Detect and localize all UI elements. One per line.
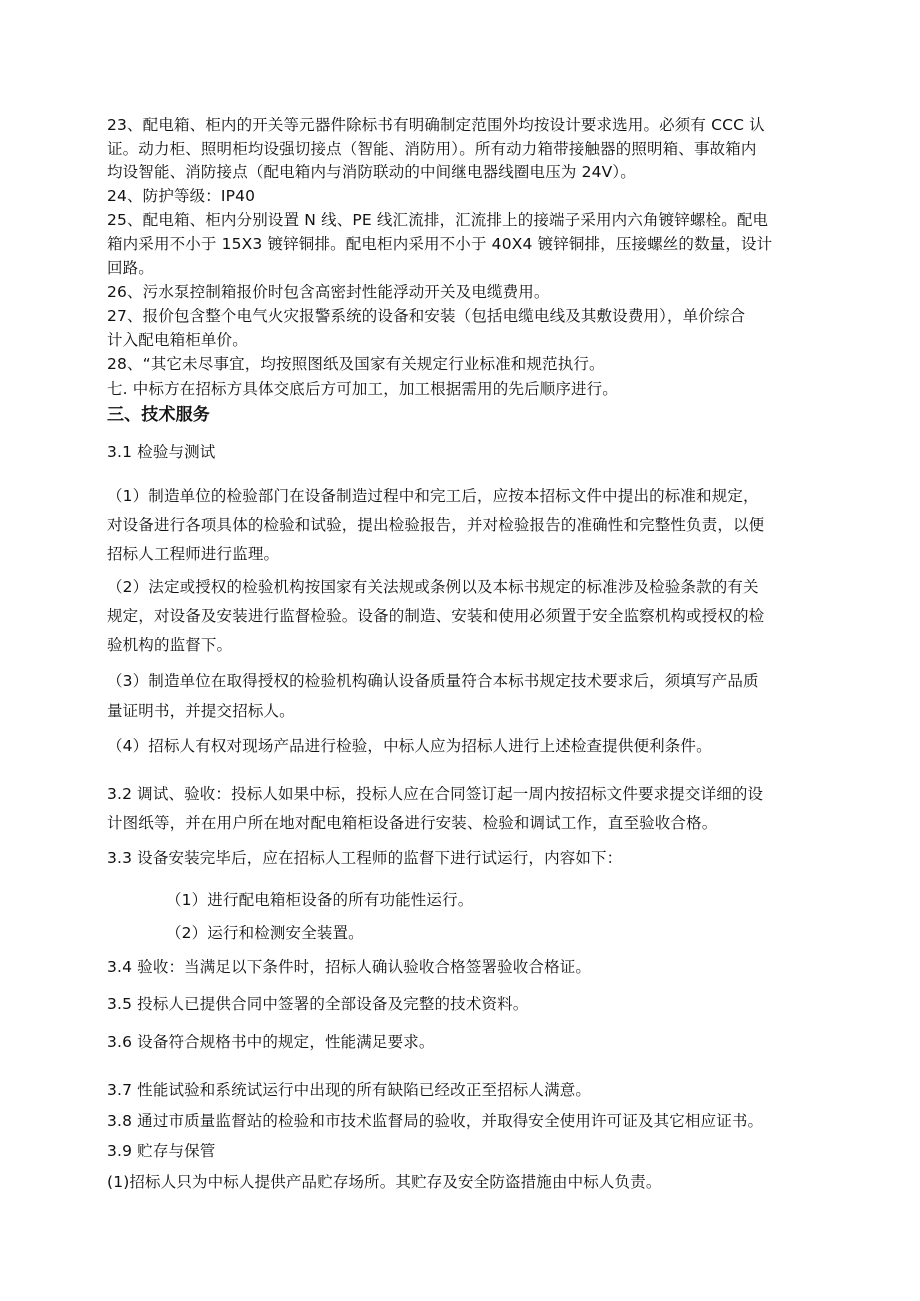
subsection-3-2-line-2: 计图纸等，并在用户所在地对配电箱柜设备进行安装、检验和调试工作，直至验收合格。 — [107, 814, 718, 832]
clause-25-line-1: 25、配电箱、柜内分别设置 N 线、PE 线汇流排，汇流排上的接端子采用内六角镀锌螺栓。配电 — [107, 211, 769, 229]
item-4: （4）招标人有权对现场产品进行检验，中标人应为招标人进行上述检查提供便利条件。 — [107, 737, 712, 755]
subsection-3-8: 3.8 通过市质量监督站的检验和市技术监督局的验收，并取得安全使用许可证及其它相应证书。 — [107, 1112, 764, 1130]
subsection-3-4: 3.4 验收：当满足以下条件时，招标人确认验收合格签署验收合格证。 — [107, 958, 592, 976]
item-2-line-3: 验机构的监督下。 — [107, 636, 233, 654]
item-1-line-1: （1）制造单位的检验部门在设备制造过程中和完工后，应按本招标文件中提出的标准和规定， — [107, 487, 759, 505]
subsection-3-2-line-1: 3.2 调试、验收：投标人如果中标，投标人应在合同签订起一周内按招标文件要求提交详细的设 — [107, 785, 764, 803]
item-3-line-1: （3）制造单位在取得授权的检验机构确认设备质量符合本标书规定技术要求后，须填写产品质 — [107, 672, 759, 690]
item-2-line-2: 规定，对设备及安装进行监督检验。设备的制造、安装和使用必须置于安全监察机构或授权的检 — [107, 607, 765, 625]
subsection-3-5: 3.5 投标人已提供合同中签署的全部设备及完整的技术资料。 — [107, 995, 529, 1013]
item-1-line-3: 招标人工程师进行监理。 — [107, 545, 280, 563]
clause-23-line-2: 证。动力柜、照明柜均设强切接点（智能、消防用）。所有动力箱带接触器的照明箱、事故箱内 — [107, 140, 757, 158]
clause-24: 24、防护等级：IP40 — [107, 187, 256, 205]
subsection-3-3-item-2: （2）运行和检测安全装置。 — [166, 924, 364, 942]
clause-7: 七. 中标方在招标方具体交底后方可加工，加工根据需用的先后顺序进行。 — [107, 380, 618, 398]
item-1-line-2: 对设备进行各项具体的检验和试验，提出检验报告，并对检验报告的准确性和完整性负责，以便 — [107, 516, 765, 534]
clause-28: 28、“其它未尽事宜，均按照图纸及国家有关规定行业标准和规范执行。 — [107, 355, 605, 373]
subsection-3-7: 3.7 性能试验和系统试运行中出现的所有缺陷已经改正至招标人满意。 — [107, 1081, 592, 1099]
subsection-3-6: 3.6 设备符合规格书中的规定，性能满足要求。 — [107, 1033, 435, 1051]
clause-23-line-1: 23、配电箱、柜内的开关等元器件除标书有明确制定范围外均按设计要求选用。必须有 CCC 认 — [107, 116, 765, 134]
subsection-3-3-item-1: （1）进行配电箱柜设备的所有功能性运行。 — [166, 891, 474, 909]
item-2-line-1: （2）法定或授权的检验机构按国家有关法规或条例以及本标书规定的标准涉及检验条款的有关 — [107, 578, 759, 596]
subsection-3-3: 3.3 设备安装完毕后，应在招标人工程师的监督下进行试运行，内容如下： — [107, 849, 623, 867]
item-3-line-2: 量证明书，并提交招标人。 — [107, 702, 295, 720]
clause-27-line-1: 27、报价包含整个电气火灾报警系统的设备和安装（包括电缆电线及其敷设费用），单价综合 — [107, 307, 746, 325]
section-heading-technical-service: 三、技术服务 — [107, 405, 210, 425]
clause-25-line-2: 箱内采用不小于 15X3 镀锌铜排。配电柜内采用不小于 40X4 镀锌铜排，压接螺丝的数量，设计 — [107, 235, 773, 253]
clause-27-line-2: 计入配电箱柜单价。 — [107, 331, 248, 349]
subsection-3-9-heading: 3.9 贮存与保管 — [107, 1142, 216, 1160]
subsection-3-1-heading: 3.1 检验与测试 — [107, 443, 216, 461]
clause-26: 26、污水泵控制箱报价时包含高密封性能浮动开关及电缆费用。 — [107, 283, 550, 301]
clause-23-line-3: 均设智能、消防接点（配电箱内与消防联动的中间继电器线圈电压为 24V）。 — [107, 163, 636, 181]
clause-25-line-3: 回路。 — [107, 259, 154, 277]
subsection-3-9-item-1: (1)招标人只为中标人提供产品贮存场所。其贮存及安全防盗措施由中标人负责。 — [107, 1173, 662, 1191]
